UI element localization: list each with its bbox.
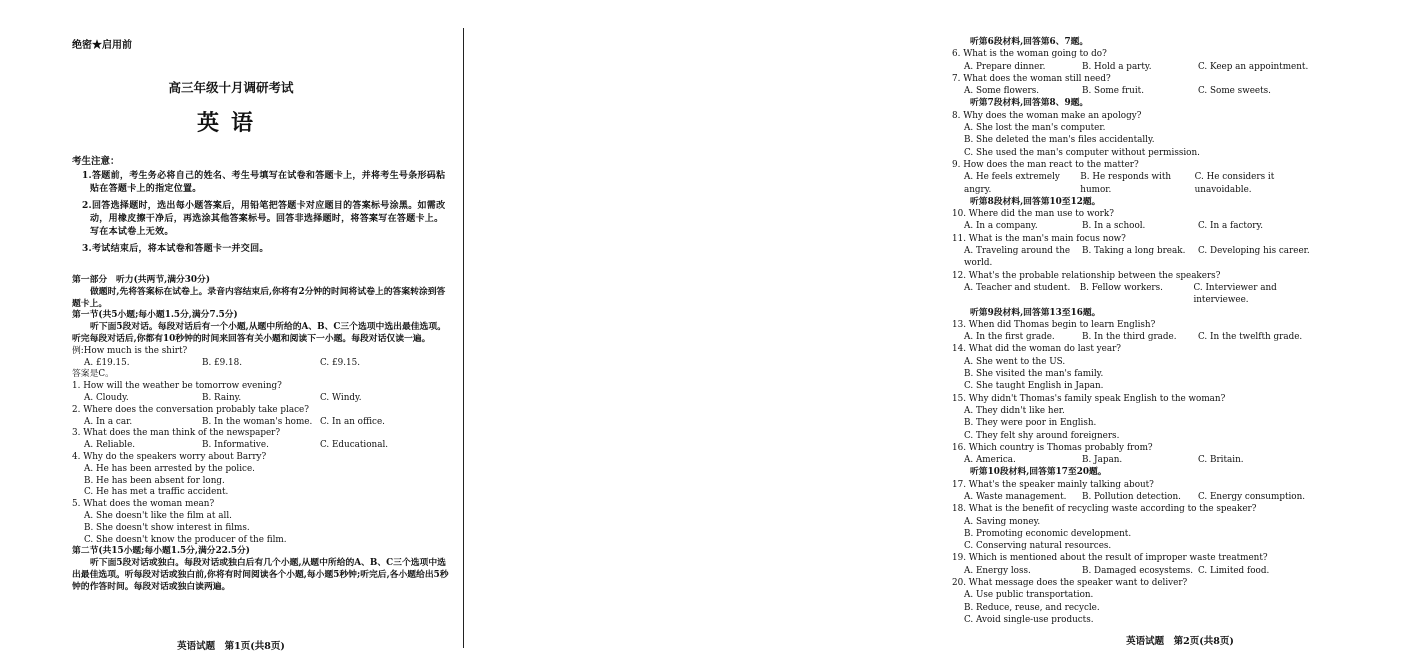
question-options <box>952 220 1332 232</box>
question-text: 9. How does the man react to the matter? <box>952 159 1139 170</box>
question-text: 7. What does the woman still need? <box>952 73 1111 84</box>
option: B. She visited the man's family. <box>964 369 1104 380</box>
option: C. £9.15. <box>320 357 360 368</box>
option: C. Windy. <box>320 392 362 403</box>
option: A. Waste management. <box>964 491 1067 502</box>
question-options <box>72 393 452 405</box>
material-heading: 听第8段材料,回答第10至12题。 <box>970 196 1101 207</box>
question-text: 5. What does the woman mean? <box>72 499 215 510</box>
option: C. Developing his career. <box>1198 246 1310 257</box>
option: A. Use public transportation. <box>964 590 1094 601</box>
option: B. She doesn't show interest in films. <box>84 522 250 533</box>
question-options <box>952 85 1332 97</box>
exam-title: 高三年级十月调研考试 <box>168 80 294 95</box>
question-options <box>952 454 1332 466</box>
option: B. He responds with humor. <box>1080 172 1172 195</box>
section1-heading: 第一节(共5小题;每小题1.5分,满分7.5分) <box>72 310 238 321</box>
question-text: 18. What is the benefit of recycling waste according to the speaker? <box>952 504 1257 515</box>
right-page <box>470 0 1310 672</box>
option: A. She doesn't like the film at all. <box>84 510 232 521</box>
option: B. He has been absent for long. <box>84 475 225 486</box>
candidate-notice <box>72 155 452 260</box>
question-text: 20. What message does the speaker want to deliver? <box>952 578 1188 589</box>
notice-item: 2.回答选择题时，选出每小题答案后，用铅笔把答题卡对应题目的答案标号涂黑。如需改动，用橡皮擦干净后，再选涂其他答案标号。回答非选择题时，将答案写在答题卡上。写在本试卷上无效。 <box>82 201 446 237</box>
option: A. Energy loss. <box>964 565 1031 576</box>
question-text: 3. What does the man think of the newspaper? <box>72 428 281 439</box>
question-text: 13. When did Thomas begin to learn English? <box>952 319 1156 330</box>
option: B. Informative. <box>202 440 269 451</box>
option: B. £9.18. <box>202 357 243 368</box>
listening-part-left <box>72 275 452 594</box>
option: B. They were poor in English. <box>964 418 1097 429</box>
option: C. She taught English in Japan. <box>964 381 1104 392</box>
option: A. In a company. <box>964 221 1038 232</box>
option: A. He has been arrested by the police. <box>84 463 255 474</box>
question-options <box>952 282 1332 307</box>
question-text: 10. Where did the man use to work? <box>952 209 1114 220</box>
question-options <box>952 331 1332 343</box>
question-text: 17. What's the speaker mainly talking about? <box>952 479 1154 490</box>
option: C. In an office. <box>320 416 385 427</box>
option: A. In the first grade. <box>964 332 1055 343</box>
option: A. £19.15. <box>84 357 130 368</box>
question-options <box>952 61 1332 73</box>
section1-instructions: 听下面5段对话。每段对话后有一个小题,从题中所给的A、B、C三个选项中选出最佳选项。听完每段对话后,你都有10秒钟的时间来回答有关小题和阅读下一小题。每段对话仅读一遍。 <box>72 322 446 344</box>
option: B. She deleted the man's files accidentally. <box>964 135 1155 146</box>
option: B. In the woman's home. <box>202 416 313 427</box>
option: C. In the twelfth grade. <box>1198 332 1303 343</box>
option: C. In a factory. <box>1198 221 1264 232</box>
option: B. Japan. <box>1082 455 1123 466</box>
option: C. Britain. <box>1198 455 1244 466</box>
option: A. Saving money. <box>964 516 1041 527</box>
question-text: 14. What did the woman do last year? <box>952 344 1121 355</box>
option: B. Promoting economic development. <box>964 528 1132 539</box>
question-text: 4. Why do the speakers worry about Barry? <box>72 451 267 462</box>
option: A. They didn't like her. <box>964 405 1065 416</box>
question-options <box>72 417 452 429</box>
option: B. Taking a long break. <box>1082 246 1186 257</box>
option: C. Keep an appointment. <box>1198 61 1309 72</box>
option: C. Educational. <box>320 440 389 451</box>
part1-heading: 第一部分 听力(共两节,满分30分) <box>72 275 210 285</box>
option: C. He has met a traffic accident. <box>84 487 229 498</box>
example-options <box>72 358 452 370</box>
confidential-mark: 绝密★启用前 <box>72 40 132 51</box>
question-text: 1. How will the weather be tomorrow evening? <box>72 381 282 392</box>
option: A. Teacher and student. <box>964 282 1071 293</box>
listening-part-right <box>952 36 1332 626</box>
option: B. Pollution detection. <box>1082 491 1181 502</box>
question-text: 2. Where does the conversation probably take place? <box>72 404 309 415</box>
option: A. America. <box>964 455 1016 466</box>
example-answer: 答案是C。 <box>72 369 114 380</box>
material-heading: 听第7段材料,回答第8、9题。 <box>970 98 1089 109</box>
left-page <box>0 0 462 672</box>
option: B. In a school. <box>1082 221 1146 232</box>
option: B. In the third grade. <box>1082 332 1177 343</box>
option: A. Cloudy. <box>84 392 129 403</box>
page-footer: 英语试题 第1页(共8页) <box>177 641 285 652</box>
part1-instructions: 做题时,先将答案标在试卷上。录音内容结束后,你将有2分钟的时间将试卷上的答案转涂到答题卡上。 <box>72 286 446 309</box>
option: B. Fellow workers. <box>1079 282 1163 293</box>
option: A. In a car. <box>84 416 133 427</box>
example-question: 例:How much is the shirt? <box>72 345 188 356</box>
material-heading: 听第6段材料,回答第6、7题。 <box>970 37 1089 47</box>
option: C. Energy consumption. <box>1198 491 1306 502</box>
option: B. Damaged ecosystems. <box>1082 565 1194 576</box>
question-text: 11. What is the man's main focus now? <box>952 233 1126 244</box>
option: A. Traveling around the world. <box>964 246 1071 269</box>
option: C. Some sweets. <box>1198 86 1271 97</box>
section2-instructions: 听下面5段对话或独白。每段对话或独白后有几个小题,从题中所给的A、B、C三个选项中选出最佳选项。听每段对话或独白前,你将有时间阅读各个小题,每小题5秒钟;听完后,各小题给出5秒钟的作答时间。每段对话或独白读两遍。 <box>72 558 449 592</box>
option: B. Reduce, reuse, and recycle. <box>964 602 1100 613</box>
question-text: 6. What is the woman going to do? <box>952 49 1107 60</box>
option: A. Some flowers. <box>964 86 1040 97</box>
option: A. Prepare dinner. <box>964 61 1046 72</box>
question-options <box>952 245 1332 270</box>
section2-heading: 第二节(共15小题;每小题1.5分,满分22.5分) <box>72 546 250 557</box>
page-divider <box>463 28 464 648</box>
question-text: 8. Why does the woman make an apology? <box>952 110 1142 121</box>
option: A. He feels extremely angry. <box>964 172 1060 195</box>
notice-item: 3.考试结束后，将本试卷和答题卡一并交回。 <box>82 244 269 254</box>
option: C. He considers it unavoidable. <box>1194 172 1275 195</box>
question-options <box>952 565 1332 577</box>
option: C. Avoid single-use products. <box>964 614 1094 625</box>
option: B. Some fruit. <box>1082 86 1144 97</box>
option: C. She used the man's computer without permission. <box>964 147 1200 158</box>
option: C. She doesn't know the producer of the film. <box>84 534 287 545</box>
question-text: 16. Which country is Thomas probably from? <box>952 442 1153 453</box>
page-footer: 英语试题 第2页(共8页) <box>1126 636 1234 647</box>
question-options <box>952 171 1332 196</box>
option: A. Reliable. <box>84 440 136 451</box>
question-text: 19. Which is mentioned about the result of improper waste treatment? <box>952 553 1268 564</box>
material-heading: 听第9段材料,回答第13至16题。 <box>970 307 1101 318</box>
option: C. Interviewer and interviewee. <box>1193 282 1277 306</box>
option: A. She lost the man's computer. <box>964 123 1106 134</box>
question-options <box>72 440 452 452</box>
option: C. Limited food. <box>1198 565 1270 576</box>
material-heading: 听第10段材料,回答第17至20题。 <box>970 467 1107 478</box>
subject-title: 英语 <box>196 110 265 136</box>
option: C. They felt shy around foreigners. <box>964 430 1120 441</box>
option: C. Conserving natural resources. <box>964 541 1112 552</box>
option: B. Hold a party. <box>1082 61 1152 72</box>
question-text: 12. What's the probable relationship between the speakers? <box>952 270 1221 281</box>
question-options <box>952 491 1332 503</box>
notice-heading: 考生注意： <box>72 156 120 167</box>
option: B. Rainy. <box>202 392 242 403</box>
option: A. She went to the US. <box>964 356 1066 367</box>
question-text: 15. Why didn't Thomas's family speak English to the woman? <box>952 393 1226 404</box>
notice-item: 1.答题前，考生务必将自己的姓名、考生号填写在试卷和答题卡上，并将考生号条形码粘贴在答题卡上的指定位置。 <box>82 171 446 194</box>
